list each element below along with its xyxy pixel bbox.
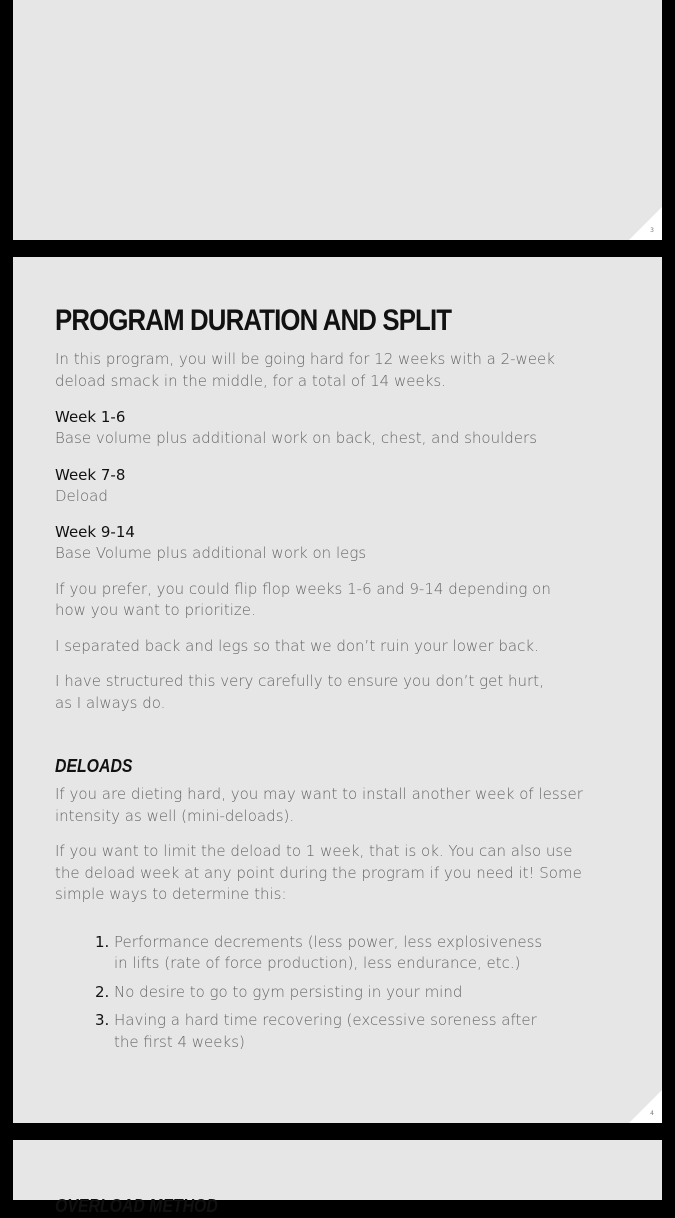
week-description: Base volume plus additional work on back, chest, and shoulders [55, 429, 538, 447]
week-title: Week 7-8 [55, 465, 126, 484]
list-item-text: No desire to go to gym persisting in your mind [114, 982, 463, 1001]
list-item [55, 932, 615, 975]
page-corner-fold [629, 1090, 662, 1123]
week-block [55, 464, 615, 508]
section-title-deloads: DELOADS [55, 756, 133, 776]
week-title: Week 9-14 [55, 523, 135, 541]
page-number: 3 [650, 227, 654, 234]
list-item-text: Having a hard time recovering (excessive soreness after the first 4 weeks) [114, 1011, 537, 1051]
page-title: PROGRAM DURATION AND SPLIT [55, 304, 452, 337]
page-corner-fold [629, 207, 662, 240]
page-number: 4 [650, 1110, 654, 1117]
intro-paragraph: In this program, you will be going hard for 12 weeks with a 2-week deload smack in the middle, for a total of 14 weeks. [55, 350, 555, 390]
document-page-3 [13, 0, 662, 240]
body-paragraph: I separated back and legs so that we don’t ruin your lower back. [55, 636, 539, 655]
page-content [55, 301, 615, 1060]
body-paragraph: I have structured this very carefully to ensure you don’t get hurt, as I always do. [55, 672, 544, 712]
list-item-text: Performance decrements (less power, less explosiveness in lifts (rate of force production), less endurance, etc.) [114, 932, 543, 972]
week-description: Base Volume plus additional work on legs [55, 544, 367, 562]
body-paragraph: If you are dieting hard, you may want to install another week of lesser intensity as well (mini-deloads). [55, 785, 583, 825]
list-number: 3. [95, 1011, 110, 1029]
list-number: 2. [95, 982, 110, 1001]
list-item [55, 982, 615, 1004]
section-title-overload: OVERLOAD METHOD [55, 1196, 218, 1216]
list-item [55, 1010, 615, 1053]
document-page-4 [13, 257, 662, 1123]
document-page-5 [13, 1140, 662, 1216]
numbered-list [55, 932, 615, 1054]
week-block [55, 406, 615, 450]
week-title: Week 1-6 [55, 408, 126, 426]
week-description: Deload [55, 486, 108, 505]
list-number: 1. [95, 932, 110, 951]
week-block [55, 521, 615, 565]
body-paragraph: If you prefer, you could flip flop weeks 1-6 and 9-14 depending on how you want to prioritize. [55, 579, 551, 619]
body-paragraph: If you want to limit the deload to 1 week, that is ok. You can also use the deload week at any point during the program if you need it! Some simple ways to determine this: [55, 842, 582, 903]
